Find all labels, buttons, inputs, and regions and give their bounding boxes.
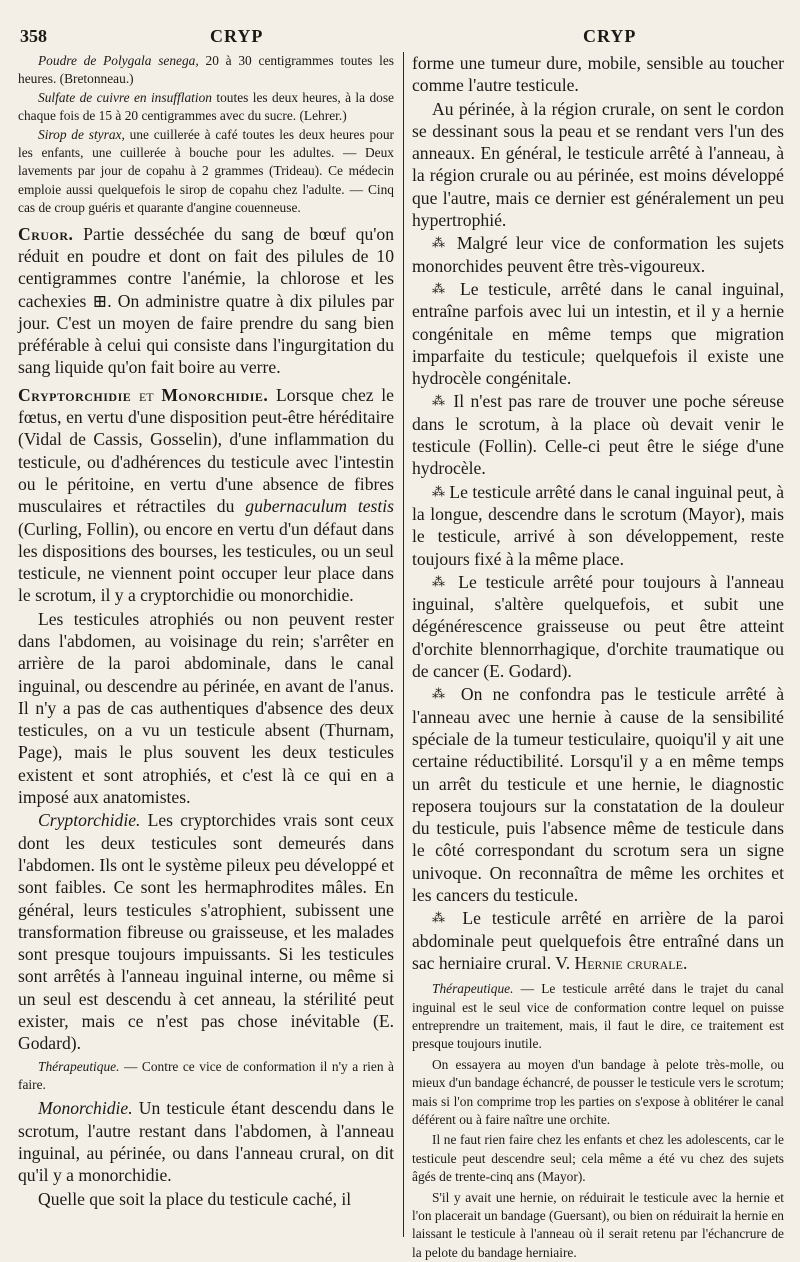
cross-reference: Hernie crurale. bbox=[574, 952, 688, 973]
left-column bbox=[18, 52, 394, 1240]
entry-heading-cruor: Cruor. bbox=[18, 223, 74, 244]
paragraph-perinee: Au périnée, à la région crurale, on sent le cordon se dessinant sous la peau et se rendant vers l'un des anneaux. En général, le testicule arrêté à l'anneau, à la région crurale ou au périnée, est moins développé que l'autre, mais ce dernier est généralement un peu hypertrophié. bbox=[412, 98, 784, 231]
asterism-icon: ⁂ bbox=[432, 686, 451, 702]
paragraph-diagnostic: ⁂ On ne confondra pas le testicule arrêté à l'anneau avec une hernie à cause de la sensibilité spéciale de la tumeur testiculaire, quoiqu'il y ait une certaine réductibilité. Lorsqu'il y a en même temps un arrêt du testicule et une hernie, le diagnostic reposera toujours sur la constatation de la douleur du testicule, puis l'absence même de testicule dans le côté correspondant du scrotum sera un signe univoque. On reconnaîtra de même les orchites et les cancers du testicule. bbox=[412, 684, 785, 905]
paragraph-descendre: ⁂ Le testicule arrêté dans le canal inguinal peut, à la longue, descendre dans le scrotum (Mayor), mais le testicule, arrivé à son développement, reste toujours fixé à la même place. bbox=[412, 481, 785, 569]
paragraph-continuation: forme une tumeur dure, mobile, sensible au toucher comme l'autre testicule. bbox=[412, 53, 784, 96]
paragraph-cryptorchidie: Cryptorchidie. Les cryptorchides vrais sont ceux dont les deux testicules sont demeurés dans l'abdomen. Ils ont le système pileux peu développé et sont faibles. Ce sont les hermaphrodites mâles. En général, leurs testicules s'atrophient, subissent une transformation fibreuse ou graisseuse, et les malades sont presque toujours impuissants. Si les testicules sont arrêtés à l'anneau inguinal interne, ou même si un seul est descendu à cet anneau, la stérilité peut exister, mais ce n'est pas chose inévitable (E. Godard). bbox=[18, 810, 394, 1054]
asterism-icon: ⁂ bbox=[432, 393, 447, 409]
entry-cryptorchidie: Cryptorchidie et Monorchidie. Lorsque chez le fœtus, en vertu d'une disposition peut-être héréditaire (Vidal de Cassis, Gosselin), d'une inflammation du testicule, ou d'adhérences du testicule avec l'intestin ou le péritoine, en vertu d'une absence de fibres musculaires et rétractiles du gubernaculum testis (Curling, Follin), ou encore en vertu d'un défaut dans les dispositions des bourses, les testicules, ou un seul testicule, ne viennent point occuper leur place dans le scrotum, il y a cryptorchidie ou monorchidie. bbox=[18, 384, 395, 606]
paragraph-enfants: Il ne faut rien faire chez les enfants et chez les adolescents, car le testicule peut descendre seul; cela même a été vu chez des sujets âgés de trente-cinq ans (Mayor). bbox=[412, 1132, 784, 1185]
page-number: 358 bbox=[20, 26, 47, 46]
entry-cruor: Cruor. Partie desséchée du sang de bœuf qu'on réduit en poudre et dont on fait des pilules de 10 centigrammes contre l'anémie, la chlorose et les cachexies ⊞. On administre quatre à dix pilules par jour. C'est un moyen de faire prendre du sang bien préférable à celui qui consiste dans l'ingurgitation du sang liquide qu'on fait boire au verre. bbox=[18, 223, 394, 378]
running-header bbox=[18, 22, 784, 52]
remedy-sirop: Sirop de styrax, une cuillerée à café toutes les deux heures pour les enfants, une cuillerée à bouche pour les adultes. — Deux lavements par jour de copahu à 2 grammes (Trideau). Ce médecin emploie aussi quelquefois le sirop de copahu chez l'adulte. — Cinq cas de croup guéris et quarante d'angine couenneuse. bbox=[18, 126, 394, 216]
asterism-icon: ⁂ bbox=[432, 280, 451, 296]
right-running-title: CRYP bbox=[583, 26, 637, 46]
paragraph-monorchidie: Monorchidie. Un testicule étant descendu dans le scrotum, l'autre restant dans l'abdomen, à l'anneau inguinal, au périnée, ou dans l'anneau crural, on dit qu'il y a monorchidie. bbox=[18, 1098, 394, 1186]
left-running-title: CRYP bbox=[210, 26, 264, 46]
paragraph-poche-sereuse: ⁂ Il n'est pas rare de trouver une poche séreuse dans le scrotum, à la place où devait venir le testicule (Follin). Celle-ci peut être le siége d'une hydrocèle. bbox=[412, 391, 785, 479]
paragraph-quelle: Quelle que soit la place du testicule caché, il bbox=[38, 1188, 352, 1209]
therapeutique-left: Thérapeutique. — Contre ce vice de conformation il n'y a rien à faire. bbox=[18, 1058, 394, 1093]
paragraph-hernie-reduction: S'il y avait une hernie, on réduirait le testicule avec la hernie et l'on placerait un bandage (Guersant), ou bien on réduirait la hernie en laissant le testicule à l'anneau où il serait retenu par l'échancrure de la pelote du bandage herniaire. bbox=[412, 1189, 784, 1260]
paragraph-atrophies: Les testicules atrophiés ou non peuvent rester dans l'abdomen, au voisinage du rein; s'arrêter en arrière de la paroi abdominale, dans le canal inguinal, ou descendre au périnée, en avant de l'anus. Il n'y a pas de cas authentiques d'absence des deux testicules, on a vu un testicule absent (Thurnam, Page), mais le plus souvent les deux testicules existent et sont atrophiés, et c'est là ce qui en a imposé aux anatomistes. bbox=[18, 608, 394, 808]
paragraph-sac-herniaire: ⁂ Le testicule arrêté en arrière de la paroi abdominale peut quelquefois être entraîné dans un sac herniaire crural. V. Hernie crurale. bbox=[412, 908, 784, 973]
right-column bbox=[412, 52, 785, 1260]
paragraph-degenerescence: ⁂ Le testicule arrêté pour toujours à l'anneau inguinal, s'altère quelquefois, et subit une dégénérescence graisseuse ou peut être atteint d'orchite blennorrhagique, d'orchite traumatique ou de cancer (E. Godard). bbox=[412, 571, 785, 682]
asterism-icon: ⁂ bbox=[432, 910, 452, 926]
asterism-icon: ⁂ bbox=[432, 235, 449, 251]
asterism-icon: ⁂ bbox=[432, 573, 450, 589]
therapeutique-right: Thérapeutique. — Le testicule arrêté dans le trajet du canal inguinal est le seul vice de conformation contre lequel on puisse entreprendre un traitement, mais, il faut le dire, ce traitement est presque toujours inutile. bbox=[412, 981, 784, 1052]
text-columns bbox=[18, 52, 790, 1260]
remedy-polygala: Poudre de Polygala senega, 20 à 30 centigrammes toutes les heures. (Bretonneau.) bbox=[18, 53, 395, 87]
remedy-sulfate: Sulfate de cuivre en insufflation toutes les deux heures, à la dose chaque fois de 15 à 20 centigrammes avec du sucre. (Lehrer.) bbox=[18, 89, 395, 124]
paragraph-bandage: On essayera au moyen d'un bandage à pelote très-molle, ou mieux d'un bandage échancré, de pousser le testicule vers le scrotum; mais si l'on comprime trop les parties on s'expose à oblitérer le canal déférent ou à faire naître une orchite. bbox=[412, 1056, 784, 1128]
paragraph-vigoureux: ⁂ Malgré leur vice de conformation les sujets monorchides peuvent être très-vigoureux. bbox=[412, 233, 784, 276]
paragraph-hernie-congenitale: ⁂ Le testicule, arrêté dans le canal inguinal, entraîne parfois avec lui un intestin, et il y a hernie congénitale en même temps que migration imparfaite du testicule; quelquefois il existe une hydrocèle congénitale. bbox=[412, 278, 784, 389]
asterism-icon: ⁂ bbox=[432, 483, 445, 499]
